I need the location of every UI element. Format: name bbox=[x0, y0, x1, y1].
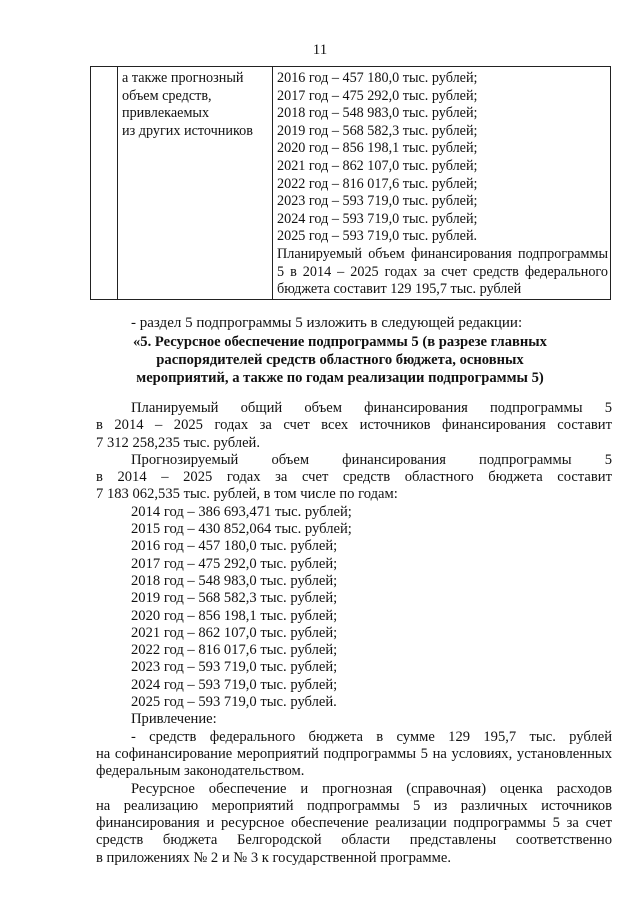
year-line: 2021 год – 862 107,0 тыс. рублей; bbox=[277, 157, 478, 174]
note-line: 5 в 2014 – 2025 годах за счет средств федерального bbox=[277, 263, 608, 280]
lead-text: - раздел 5 подпрограммы 5 изложить в следующей редакции: bbox=[131, 315, 523, 331]
year-line: 2016 год – 457 180,0 тыс. рублей; bbox=[277, 70, 478, 86]
year-line: 2024 год – 593 719,0 тыс. рублей; bbox=[131, 676, 338, 693]
year-line: 2020 год – 856 198,1 тыс. рублей; bbox=[131, 607, 338, 624]
para3-line: - средств федерального бюджета в сумме 129 195,7 тыс. рублей bbox=[131, 728, 612, 745]
para4-last-line: в приложениях № 2 и № 3 к государственной программе. bbox=[96, 849, 451, 866]
year-line: 2023 год – 593 719,0 тыс. рублей; bbox=[131, 659, 338, 676]
year-line: 2014 год – 386 693,471 тыс. рублей; bbox=[131, 503, 352, 520]
year-line: 2022 год – 816 017,6 тыс. рублей; bbox=[277, 175, 478, 192]
para2-line: Прогнозируемый объем финансирования подпрограммы 5 bbox=[131, 451, 612, 468]
para4-line: Ресурсное обеспечение и прогнозная (справочная) оценка расходов bbox=[131, 780, 612, 797]
label-line: а также прогнозный bbox=[122, 70, 244, 86]
financing-table bbox=[90, 66, 611, 300]
para2-last-line: 7 183 062,535 тыс. рублей, в том числе по годам: bbox=[96, 486, 398, 503]
para4-line: финансирования и ресурсное обеспечение реализации подпрограммы 5 за счет bbox=[96, 815, 612, 832]
label-line: объем средств, bbox=[122, 87, 212, 104]
note-line: Планируемый объем финансирования подпрограммы bbox=[277, 245, 608, 262]
para3-line: на софинансирование мероприятий подпрограммы 5 на условиях, установленных bbox=[96, 745, 612, 762]
table-cell-values bbox=[273, 67, 611, 300]
label-line: из других источников bbox=[122, 122, 253, 139]
para1-last-line: 7 312 258,235 тыс. рублей. bbox=[96, 434, 261, 451]
year-line: 2016 год – 457 180,0 тыс. рублей; bbox=[131, 538, 338, 555]
attraction-label: Привлечение: bbox=[131, 711, 217, 728]
table-row bbox=[91, 67, 611, 300]
page-number: 11 bbox=[312, 42, 328, 58]
heading-line: распорядителей средств областного бюджета, основных bbox=[156, 352, 524, 368]
section-heading bbox=[110, 333, 570, 387]
year-line: 2020 год – 856 198,1 тыс. рублей; bbox=[277, 140, 478, 157]
note-line: бюджета составит 129 195,7 тыс. рублей bbox=[277, 281, 522, 298]
table-cell-label bbox=[118, 67, 273, 300]
label-line: привлекаемых bbox=[122, 105, 210, 122]
year-line: 2025 год – 593 719,0 тыс. рублей. bbox=[277, 228, 478, 245]
body-text bbox=[96, 400, 612, 867]
year-line: 2018 год – 548 983,0 тыс. рублей; bbox=[131, 572, 338, 589]
para3-last-line: федеральным законодательством. bbox=[96, 763, 305, 780]
year-line: 2024 год – 593 719,0 тыс. рублей; bbox=[277, 210, 478, 227]
para4-line: средств бюджета Белгородской области представлены соответственно bbox=[96, 832, 612, 849]
heading-line: мероприятий, а также по годам реализации подпрограммы 5) bbox=[136, 370, 544, 386]
table-cell-empty bbox=[91, 67, 118, 300]
para1-line: Планируемый общий объем финансирования подпрограммы 5 bbox=[131, 400, 612, 416]
para4-line: на реализацию мероприятий подпрограммы 5 из различных источников bbox=[96, 797, 612, 814]
para2-line: в 2014 – 2025 годах за счет средств областного бюджета составит bbox=[96, 469, 612, 486]
year-line: 2019 год – 568 582,3 тыс. рублей; bbox=[277, 122, 478, 139]
year-line: 2015 год – 430 852,064 тыс. рублей; bbox=[131, 521, 352, 538]
year-line: 2018 год – 548 983,0 тыс. рублей; bbox=[277, 105, 478, 122]
year-line: 2022 год – 816 017,6 тыс. рублей; bbox=[131, 642, 338, 659]
year-line: 2025 год – 593 719,0 тыс. рублей. bbox=[131, 694, 337, 711]
year-line: 2023 год – 593 719,0 тыс. рублей; bbox=[277, 193, 478, 210]
year-line: 2017 год – 475 292,0 тыс. рублей; bbox=[131, 555, 338, 572]
year-line: 2017 год – 475 292,0 тыс. рублей; bbox=[277, 87, 478, 104]
heading-line: «5. Ресурсное обеспечение подпрограммы 5 (в разрезе главных bbox=[133, 334, 547, 350]
para1-line: в 2014 – 2025 годах за счет всех источников финансирования составит bbox=[96, 417, 612, 434]
year-line: 2019 год – 568 582,3 тыс. рублей; bbox=[131, 590, 338, 607]
year-line: 2021 год – 862 107,0 тыс. рублей; bbox=[131, 624, 338, 641]
